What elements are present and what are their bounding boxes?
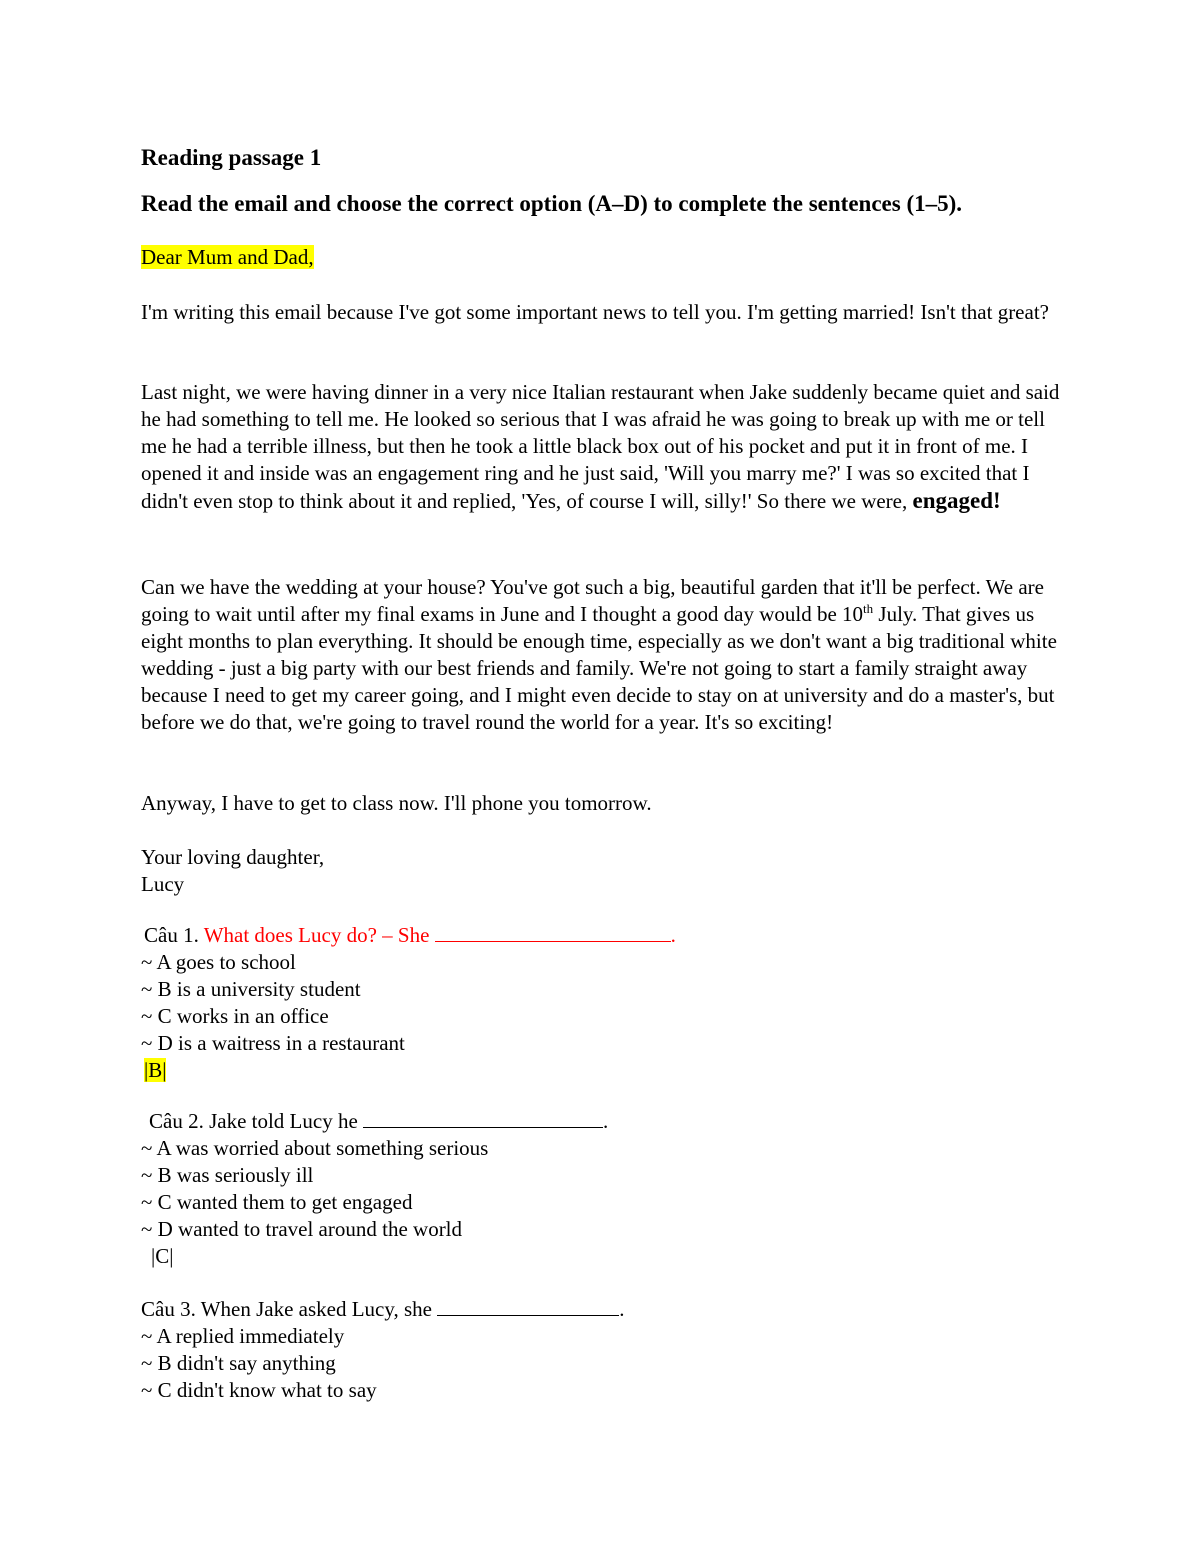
question-1 [141, 922, 1071, 1084]
passage-title: Reading passage 1 [141, 145, 322, 170]
question-2-option-d[interactable]: ~ D wanted to travel around the world [141, 1217, 463, 1241]
question-2-option-b[interactable]: ~ B was seriously ill [141, 1163, 314, 1187]
email-paragraph-4: Anyway, I have to get to class now. I'll phone you tomorrow. [141, 791, 652, 815]
question-2-answer: |C| [151, 1244, 174, 1268]
email-greeting [141, 244, 1071, 271]
question-3 [141, 1296, 1071, 1404]
question-3-option-a[interactable]: ~ A replied immediately [141, 1324, 345, 1348]
question-1-stem [141, 922, 1071, 949]
question-1-answer: |B| [144, 1058, 167, 1082]
question-1-answer-line [141, 1057, 1071, 1084]
question-1-option-c[interactable]: ~ C works in an office [141, 1004, 329, 1028]
question-1-option-d[interactable]: ~ D is a waitress in a restaurant [141, 1031, 405, 1055]
paragraph-3-part-2: July. That gives us eight months to plan everything. It should be enough time, especially as we don't want a big traditional white wedding - just a big party with our best friends and family. We're not going to start a family straight away because I need to get my career going, and I might even decide to stay on at university and do a master's, but before we do that, we're going to travel round the world for a year. It's so exciting! [141, 602, 1057, 734]
engaged-emphasis: engaged! [912, 488, 1001, 513]
email-paragraph-1: I'm writing this email because I've got some important news to tell you. I'm getting married! Isn't that great? [141, 300, 1049, 324]
question-2-option-c[interactable]: ~ C wanted them to get engaged [141, 1190, 413, 1214]
signature: Lucy [141, 872, 185, 896]
paragraph-2-text: Last night, we were having dinner in a very nice Italian restaurant when Jake suddenly became quiet and said he had something to tell me. He looked so serious that I was afraid he was going to break up with me or tell me he had a terrible illness, but then he took a little black box out of his pocket and put it in front of me. I opened it and inside was an engagement ring and he just said, 'Will you marry me?' I was so excited that I didn't even stop to think about it and replied, 'Yes, of course I will, silly!' So there we were, [141, 380, 1060, 513]
email-paragraph-2 [141, 379, 1071, 515]
question-2-label: Câu 2. [149, 1109, 204, 1133]
greeting-highlight: Dear Mum and Dad, [141, 245, 314, 269]
question-1-option-b[interactable]: ~ B is a university student [141, 977, 361, 1001]
question-1-blank[interactable] [435, 923, 671, 942]
closing-line: Your loving daughter, [141, 845, 325, 869]
question-3-stem [141, 1296, 1071, 1323]
question-3-end: . [619, 1297, 625, 1321]
question-3-option-c[interactable]: ~ C didn't know what to say [141, 1378, 377, 1402]
question-3-label: Câu 3. [141, 1297, 196, 1321]
question-3-blank[interactable] [437, 1297, 619, 1316]
question-3-text: When Jake asked Lucy, she [200, 1297, 433, 1321]
question-2-end: . [603, 1109, 609, 1133]
instruction: Read the email and choose the correct option (A–D) to complete the sentences (1–5). [141, 191, 963, 216]
question-1-text: What does Lucy do? – She [203, 923, 430, 947]
question-2-blank[interactable] [363, 1109, 603, 1128]
question-2 [141, 1108, 1071, 1270]
question-1-option-a[interactable]: ~ A goes to school [141, 950, 296, 974]
question-2-option-a[interactable]: ~ A was worried about something serious [141, 1136, 489, 1160]
paragraph-3-part-1: Can we have the wedding at your house? You've got such a big, beautiful garden that it'll be perfect. We are going to wait until after my final exams in June and I thought a good day would be 10 [141, 575, 1044, 626]
question-2-stem [141, 1108, 1071, 1135]
question-3-option-b[interactable]: ~ B didn't say anything [141, 1351, 336, 1375]
email-paragraph-3 [141, 574, 1071, 736]
email-closing [141, 844, 1071, 898]
question-1-label: Câu 1. [144, 923, 199, 947]
question-2-answer-line [141, 1243, 1071, 1270]
question-1-end: . [670, 923, 676, 947]
date-superscript: th [863, 601, 874, 616]
question-2-text: Jake told Lucy he [209, 1109, 358, 1133]
